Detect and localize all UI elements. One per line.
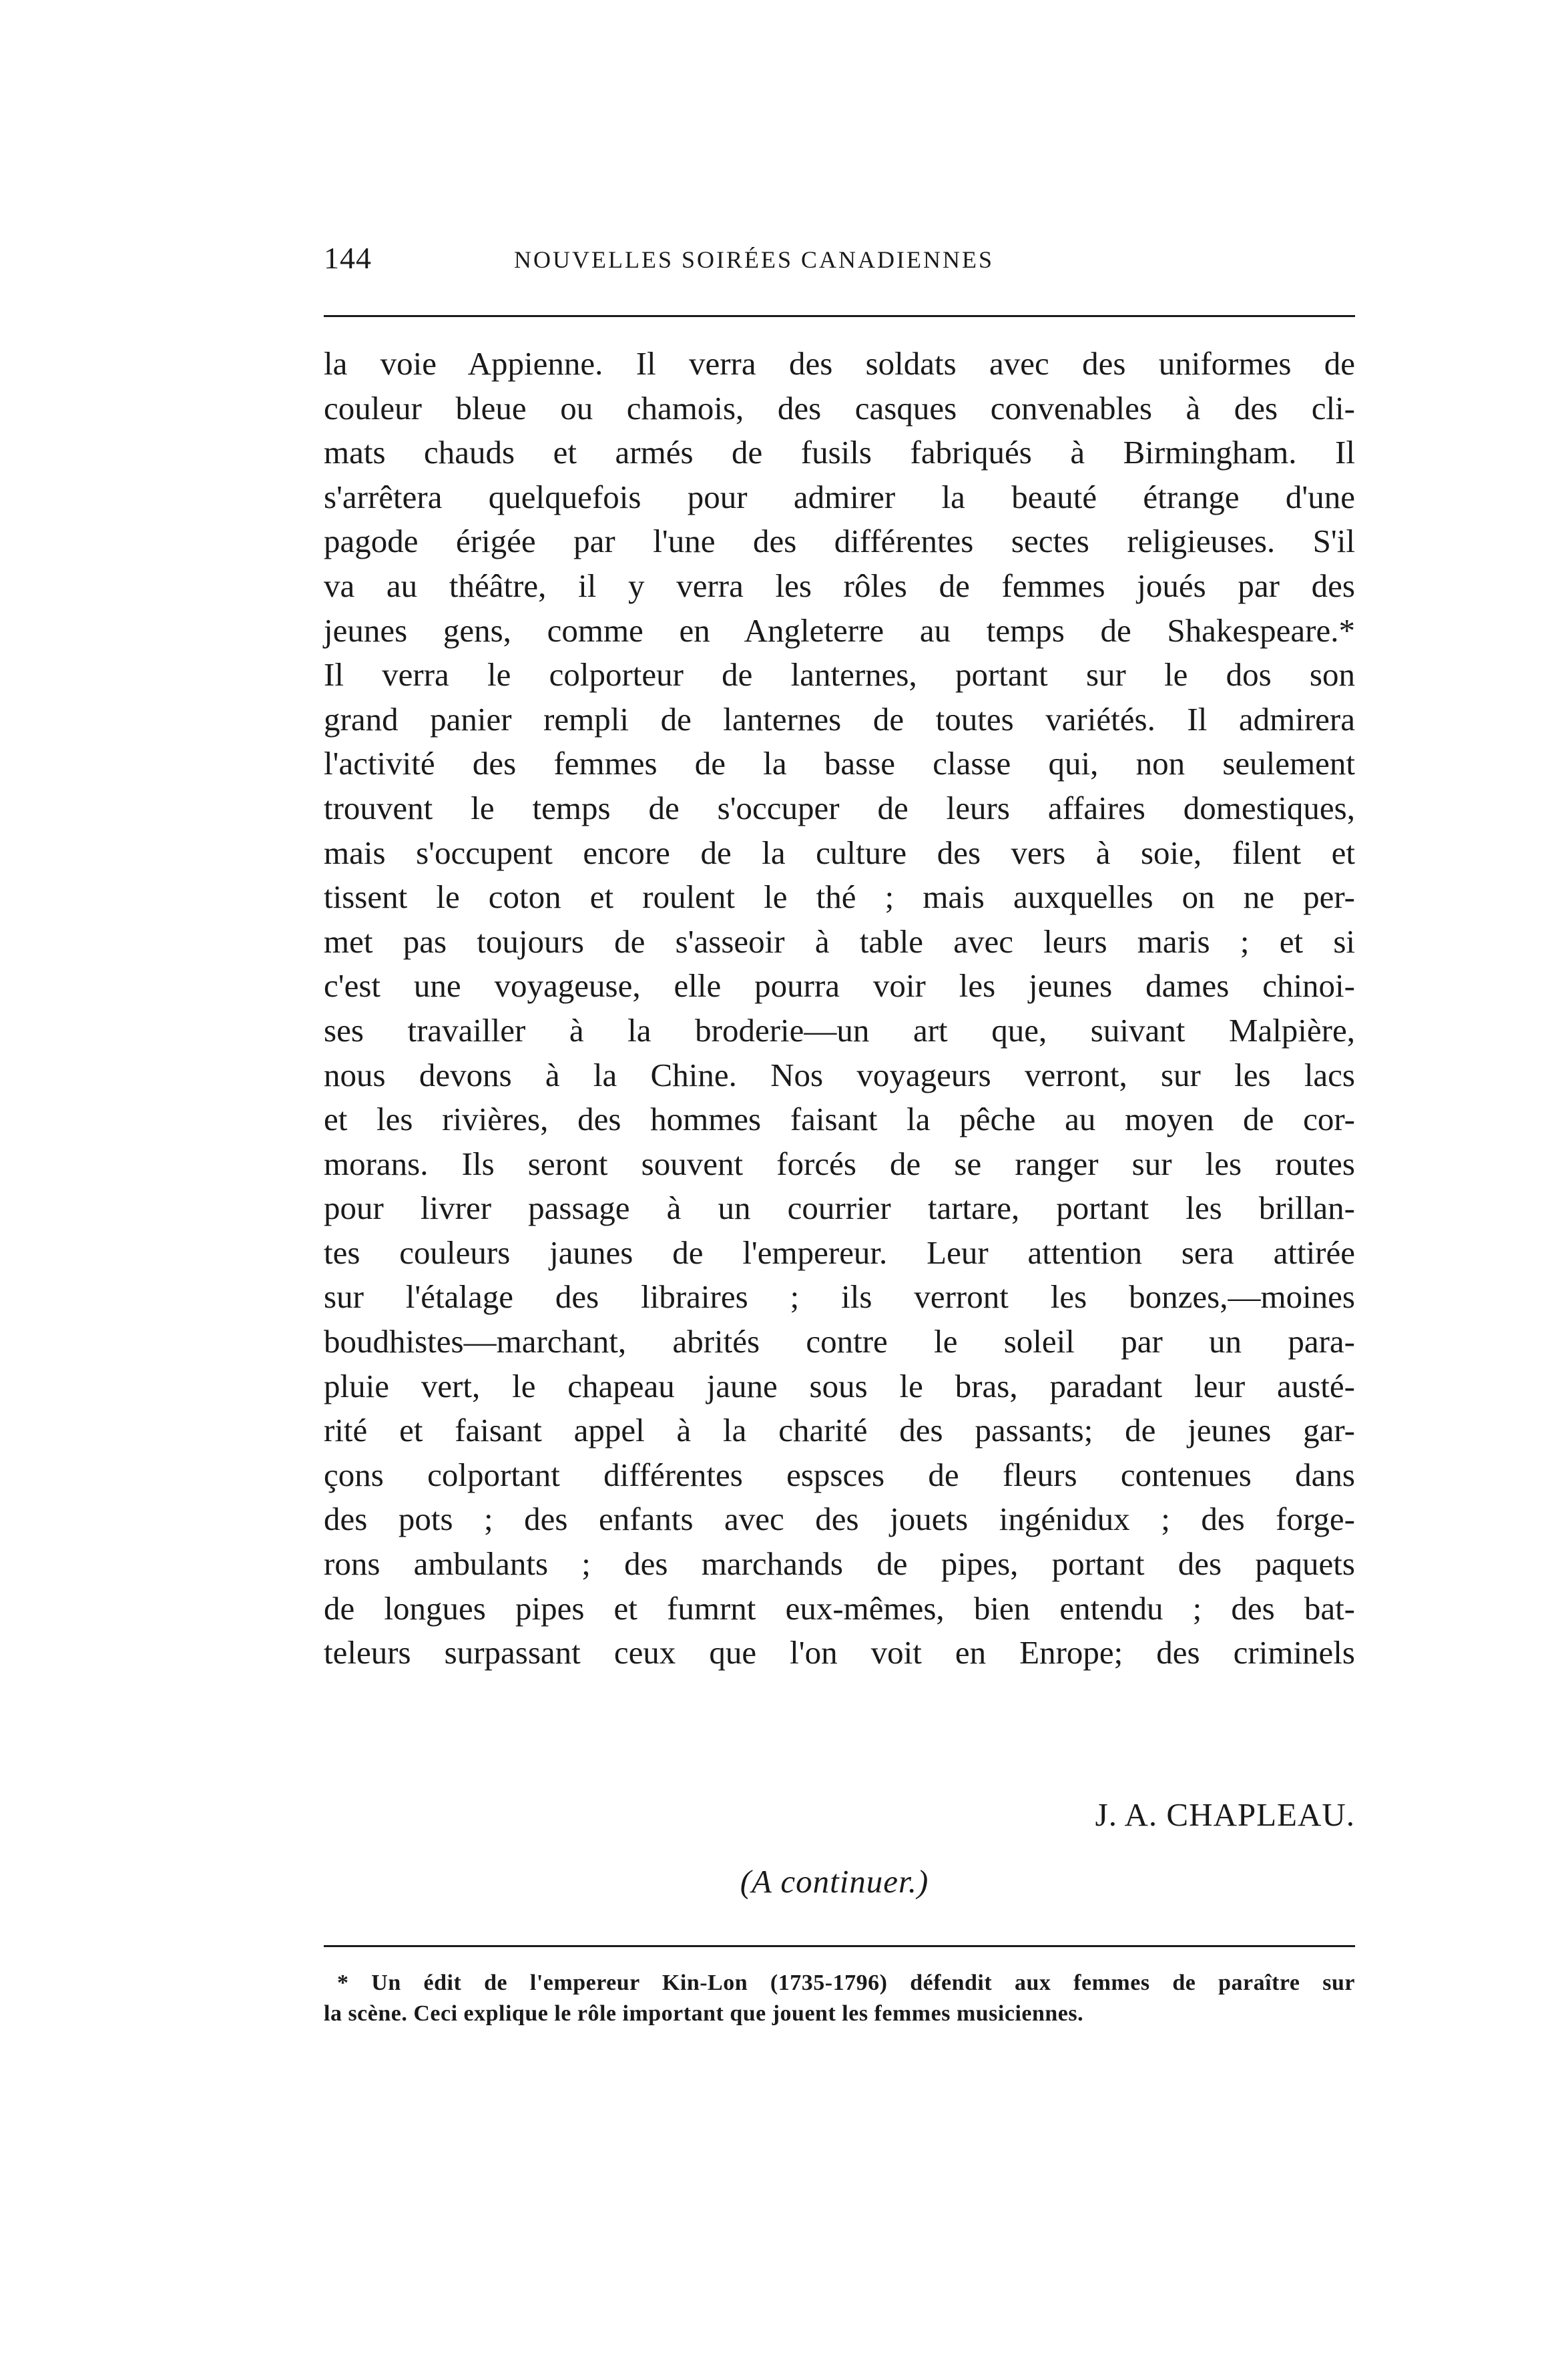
text-line: morans. Ils seront souvent forcés de se ranger sur les routes [324,1145,1355,1182]
continuation-note: (A continuer.) [740,1863,929,1900]
text-line: s'arrêtera quelquefois pour admirer la beauté étrange d'une [324,478,1355,515]
text-line: met pas toujours de s'asseoir à table avec leurs maris ; et si [324,922,1355,960]
text-line: rons ambulants ; des marchands de pipes, portant des paquets [324,1545,1355,1583]
text-line: sur l'étalage des libraires ; ils verront les bonzes,—moines [324,1278,1355,1316]
author-signature: J. A. CHAPLEAU. [1095,1796,1355,1833]
text-line: mats chauds et armés de fusils fabriqués à Birmingham. Il [324,434,1355,471]
text-line: ses travailler à la broderie—un art que, suivant Malpière, [324,1011,1355,1049]
text-line: çons colportant différentes espsces de fleurs contenues dans [324,1456,1355,1493]
text-line: tissent le coton et roulent le thé ; mais auxquelles on ne per- [324,878,1355,916]
text-line: teleurs surpassant ceux que l'on voit en Enrope; des criminels [324,1634,1355,1671]
page-number: 144 [324,241,372,275]
text-line: de longues pipes et fumrnt eux-mêmes, bien entendu ; des bat- [324,1589,1355,1627]
text-line: boudhistes—marchant, abrités contre le soleil par un para- [324,1323,1355,1360]
text-line: couleur bleue ou chamois, des casques convenables à des cli- [324,389,1355,427]
text-line: pluie vert, le chapeau jaune sous le bras, paradant leur austé- [324,1367,1355,1404]
text-line: tes couleurs jaunes de l'empereur. Leur attention sera attirée [324,1234,1355,1271]
footnote-rule [324,1945,1355,1947]
text-line: et les rivières, des hommes faisant la pêche au moyen de cor- [324,1101,1355,1138]
header-rule [324,315,1355,317]
text-line: nous devons à la Chine. Nos voyageurs verront, sur les lacs [324,1056,1355,1093]
text-line: l'activité des femmes de la basse classe qui, non seulement [324,745,1355,782]
footnote-line: * Un édit de l'empereur Kin-Lon (1735-1796) défendit aux femmes de paraître sur [337,1970,1355,1995]
footnote [324,1968,1355,2029]
text-line: la voie Appienne. Il verra des soldats avec des uniformes de [324,345,1355,382]
text-line: jeunes gens, comme en Angleterre au temps de Shakespeare.* [324,611,1355,649]
text-line: rité et faisant appel à la charité des passants; de jeunes gar- [324,1412,1355,1449]
footnote-line: la scène. Ceci explique le rôle important que jouent les femmes musiciennes. [324,2001,1084,2026]
text-line: Il verra le colporteur de lanternes, portant sur le dos son [324,656,1355,694]
text-line: des pots ; des enfants avec des jouets ingénidux ; des forge- [324,1501,1355,1538]
text-line: c'est une voyageuse, elle pourra voir les jeunes dames chinoi- [324,967,1355,1005]
running-title: NOUVELLES SOIRÉES CANADIENNES [514,246,994,273]
text-line: va au théâtre, il y verra les rôles de femmes joués par des [324,567,1355,604]
text-line: pagode érigée par l'une des différentes sectes religieuses. S'il [324,523,1355,560]
text-line: pour livrer passage à un courrier tartare, portant les brillan- [324,1190,1355,1227]
text-line: grand panier rempli de lanternes de toutes variétés. Il admirera [324,700,1355,738]
text-line: trouvent le temps de s'occuper de leurs affaires domestiques, [324,789,1355,826]
text-line: mais s'occupent encore de la culture des vers à soie, filent et [324,834,1355,871]
body-text [324,342,1355,1675]
page-header [324,240,1355,280]
